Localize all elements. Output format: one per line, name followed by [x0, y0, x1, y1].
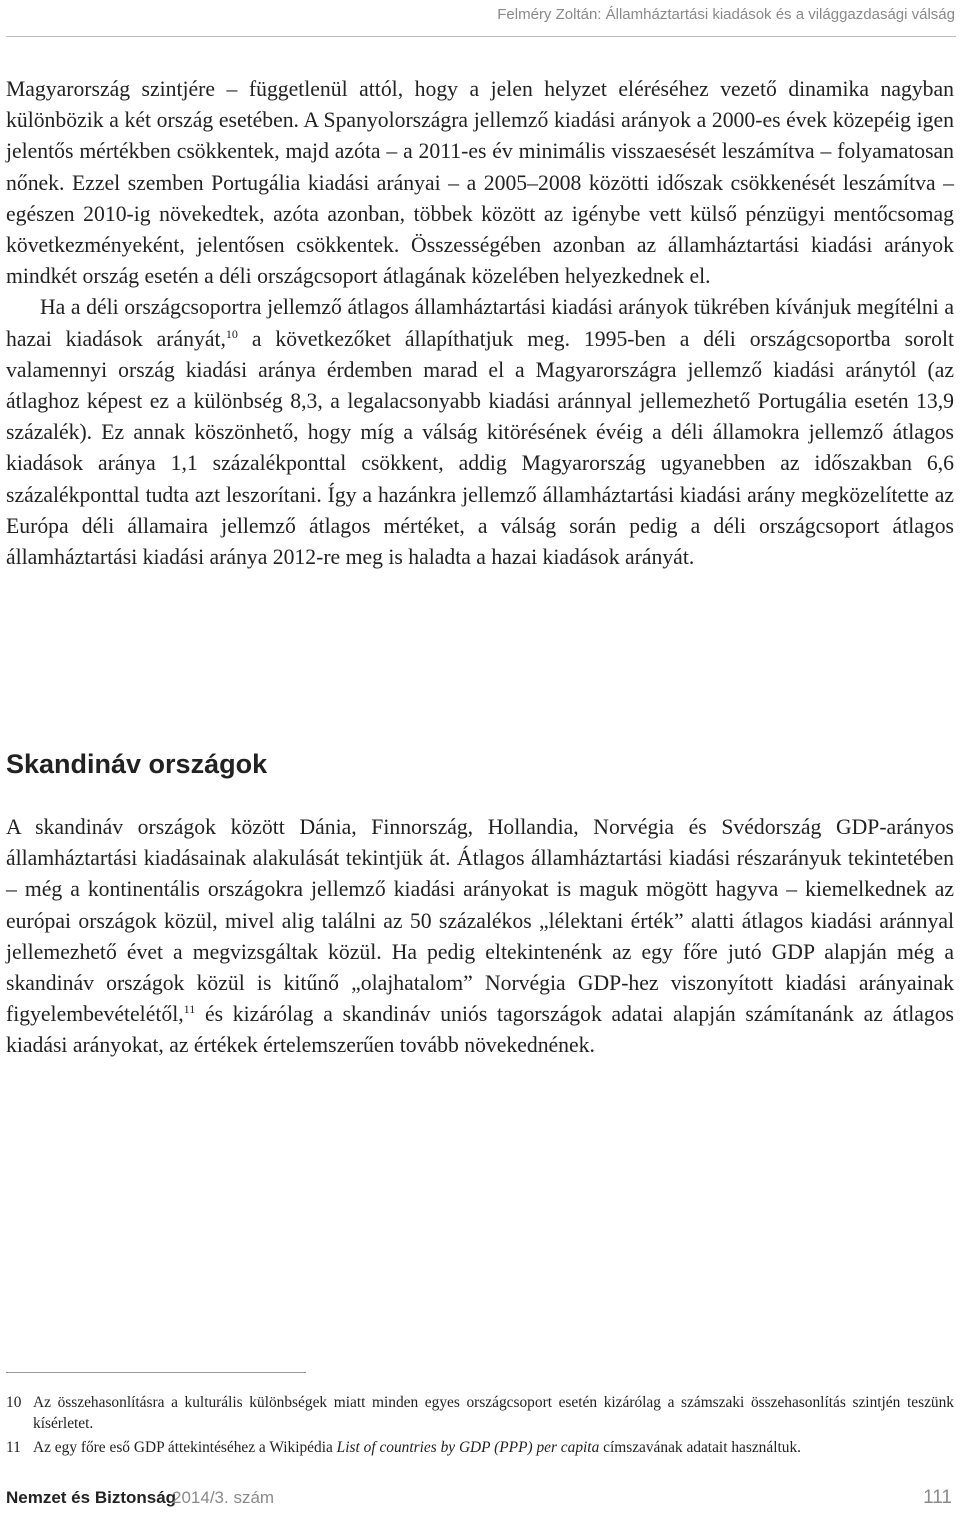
page-number: 111	[923, 1487, 952, 1508]
page-footer	[6, 1487, 954, 1511]
paragraph-scandinavian	[6, 812, 954, 1062]
footnote-ref-11[interactable]: 11	[183, 1002, 196, 1017]
running-header: Felméry Zoltán: Államháztartási kiadások és a világgazdasági válság	[497, 6, 955, 23]
footnote-text: címszavának adatait használtuk.	[599, 1438, 801, 1456]
footnote-text: Az összehasonlításra a kulturális különbségek miatt minden egyes országcsoport esetén kizárólag a számszaki összehasonlítás szintjén teszünk kísérletet.	[33, 1394, 954, 1433]
footnote-cited-title: List of countries by GDP (PPP) per capita	[336, 1438, 600, 1456]
header-rule	[6, 36, 956, 37]
body-text-section	[6, 812, 954, 1062]
issue-label: 2014/3. szám	[172, 1488, 275, 1507]
footnote-number: 10	[6, 1394, 22, 1411]
footnote-number: 11	[6, 1438, 21, 1456]
section-heading: Skandináv országok	[6, 749, 268, 779]
body-text-top	[6, 74, 954, 573]
paragraph-southern-comparison	[6, 292, 954, 573]
paragraph-text: Ha a déli országcsoportra jellemző átlagos államháztartási kiadási arányok tükrében kívánjuk megítélni a hazai kiadások arányát,	[6, 295, 954, 351]
paragraph-text: A skandináv országok között Dánia, Finnország, Hollandia, Norvégia és Svédország GDP-arányos államháztartási kiadásainak alakulását tekintjük át. Átlagos államháztartási kiadási részarányuk tekintetében – még a kontinentális országokra jellemző kiadási arányokat is maguk mögött hagyva – kiemelkednek az európai országok közül, mivel alig találni az 50 százalékos „lélektani érték” alatti átlagos kiadási aránnyal jellemezhető évet a megvizsgáltak közül. Ha pedig eltekintenénk az egy főre jutó GDP alapján még a skandináv országok közül is kitűnő „olajhatalom” Norvégia GDP-hez viszonyított kiadási arányainak figyelembevételétől,	[6, 815, 954, 1027]
paragraph-text: és kizárólag a skandináv uniós tagországok adatai alapján számítanánk az átlagos kiadási arányokat, az értékek értelemszerűen tovább növekednének.	[6, 1002, 954, 1058]
paragraph-text: a következőket állapíthatjuk meg. 1995-ben a déli országcsoportba sorolt valamennyi ország kiadási aránya érdemben marad el a Magyarországra jellemző kiadási aránytól (az átlaghoz képest ez a különbség 8,3, a legalacsonyabb kiadási aránnyal jellemezhető Portugália esetén 13,9 százalék). Ez annak köszönhető, hogy míg a válság kitörésének évéig a déli államokra jellemző átlagos kiadások aránya 1,1 százalékponttal csökkent, addig Magyarország ugyanebben az időszakban 6,6 százalékponttal tudta azt leszorítani. Így a hazánkra jellemző államháztartási kiadási arány megközelítette az Európa déli államaira jellemző átlagos mértéket, a válság során pedig a déli országcsoport átlagos államháztartási kiadási aránya 2012-re meg is haladta a hazai kiadások arányát.	[6, 326, 954, 570]
footnote-10	[6, 1392, 954, 1435]
footnotes	[6, 1392, 954, 1458]
journal-name: Nemzet és Biztonság	[6, 1488, 177, 1507]
footnote-text: Az egy főre eső GDP áttekintéséhez a Wikipédia	[33, 1438, 337, 1456]
footnote-ref-10[interactable]: 10	[225, 326, 238, 341]
paragraph-spain-portugal: Magyarország szintjére – függetlenül attól, hogy a jelen helyzet eléréséhez vezető dinamika nagyban különbözik a két ország esetében. A Spanyolországra jellemző kiadási arányok a 2000-es évek közepéig igen jelentős mértékben csökkentek, majd azóta – a 2011-es év minimális visszaesését leszámítva – folyamatosan nőnek. Ezzel szemben Portugália kiadási arányai – a 2005–2008 közötti időszak csökkenését leszámítva – egészen 2010-ig növekedtek, azóta azonban, többek között az igénybe vett külső pénzügyi mentőcsomag következményeként, jelentősen csökkentek. Összességében azonban az államháztartási kiadási arányok mindkét ország esetén a déli országcsoport átlagának közelében helyezkednek el.	[6, 77, 954, 289]
footnote-11	[6, 1437, 954, 1458]
footnote-rule	[6, 1372, 306, 1373]
